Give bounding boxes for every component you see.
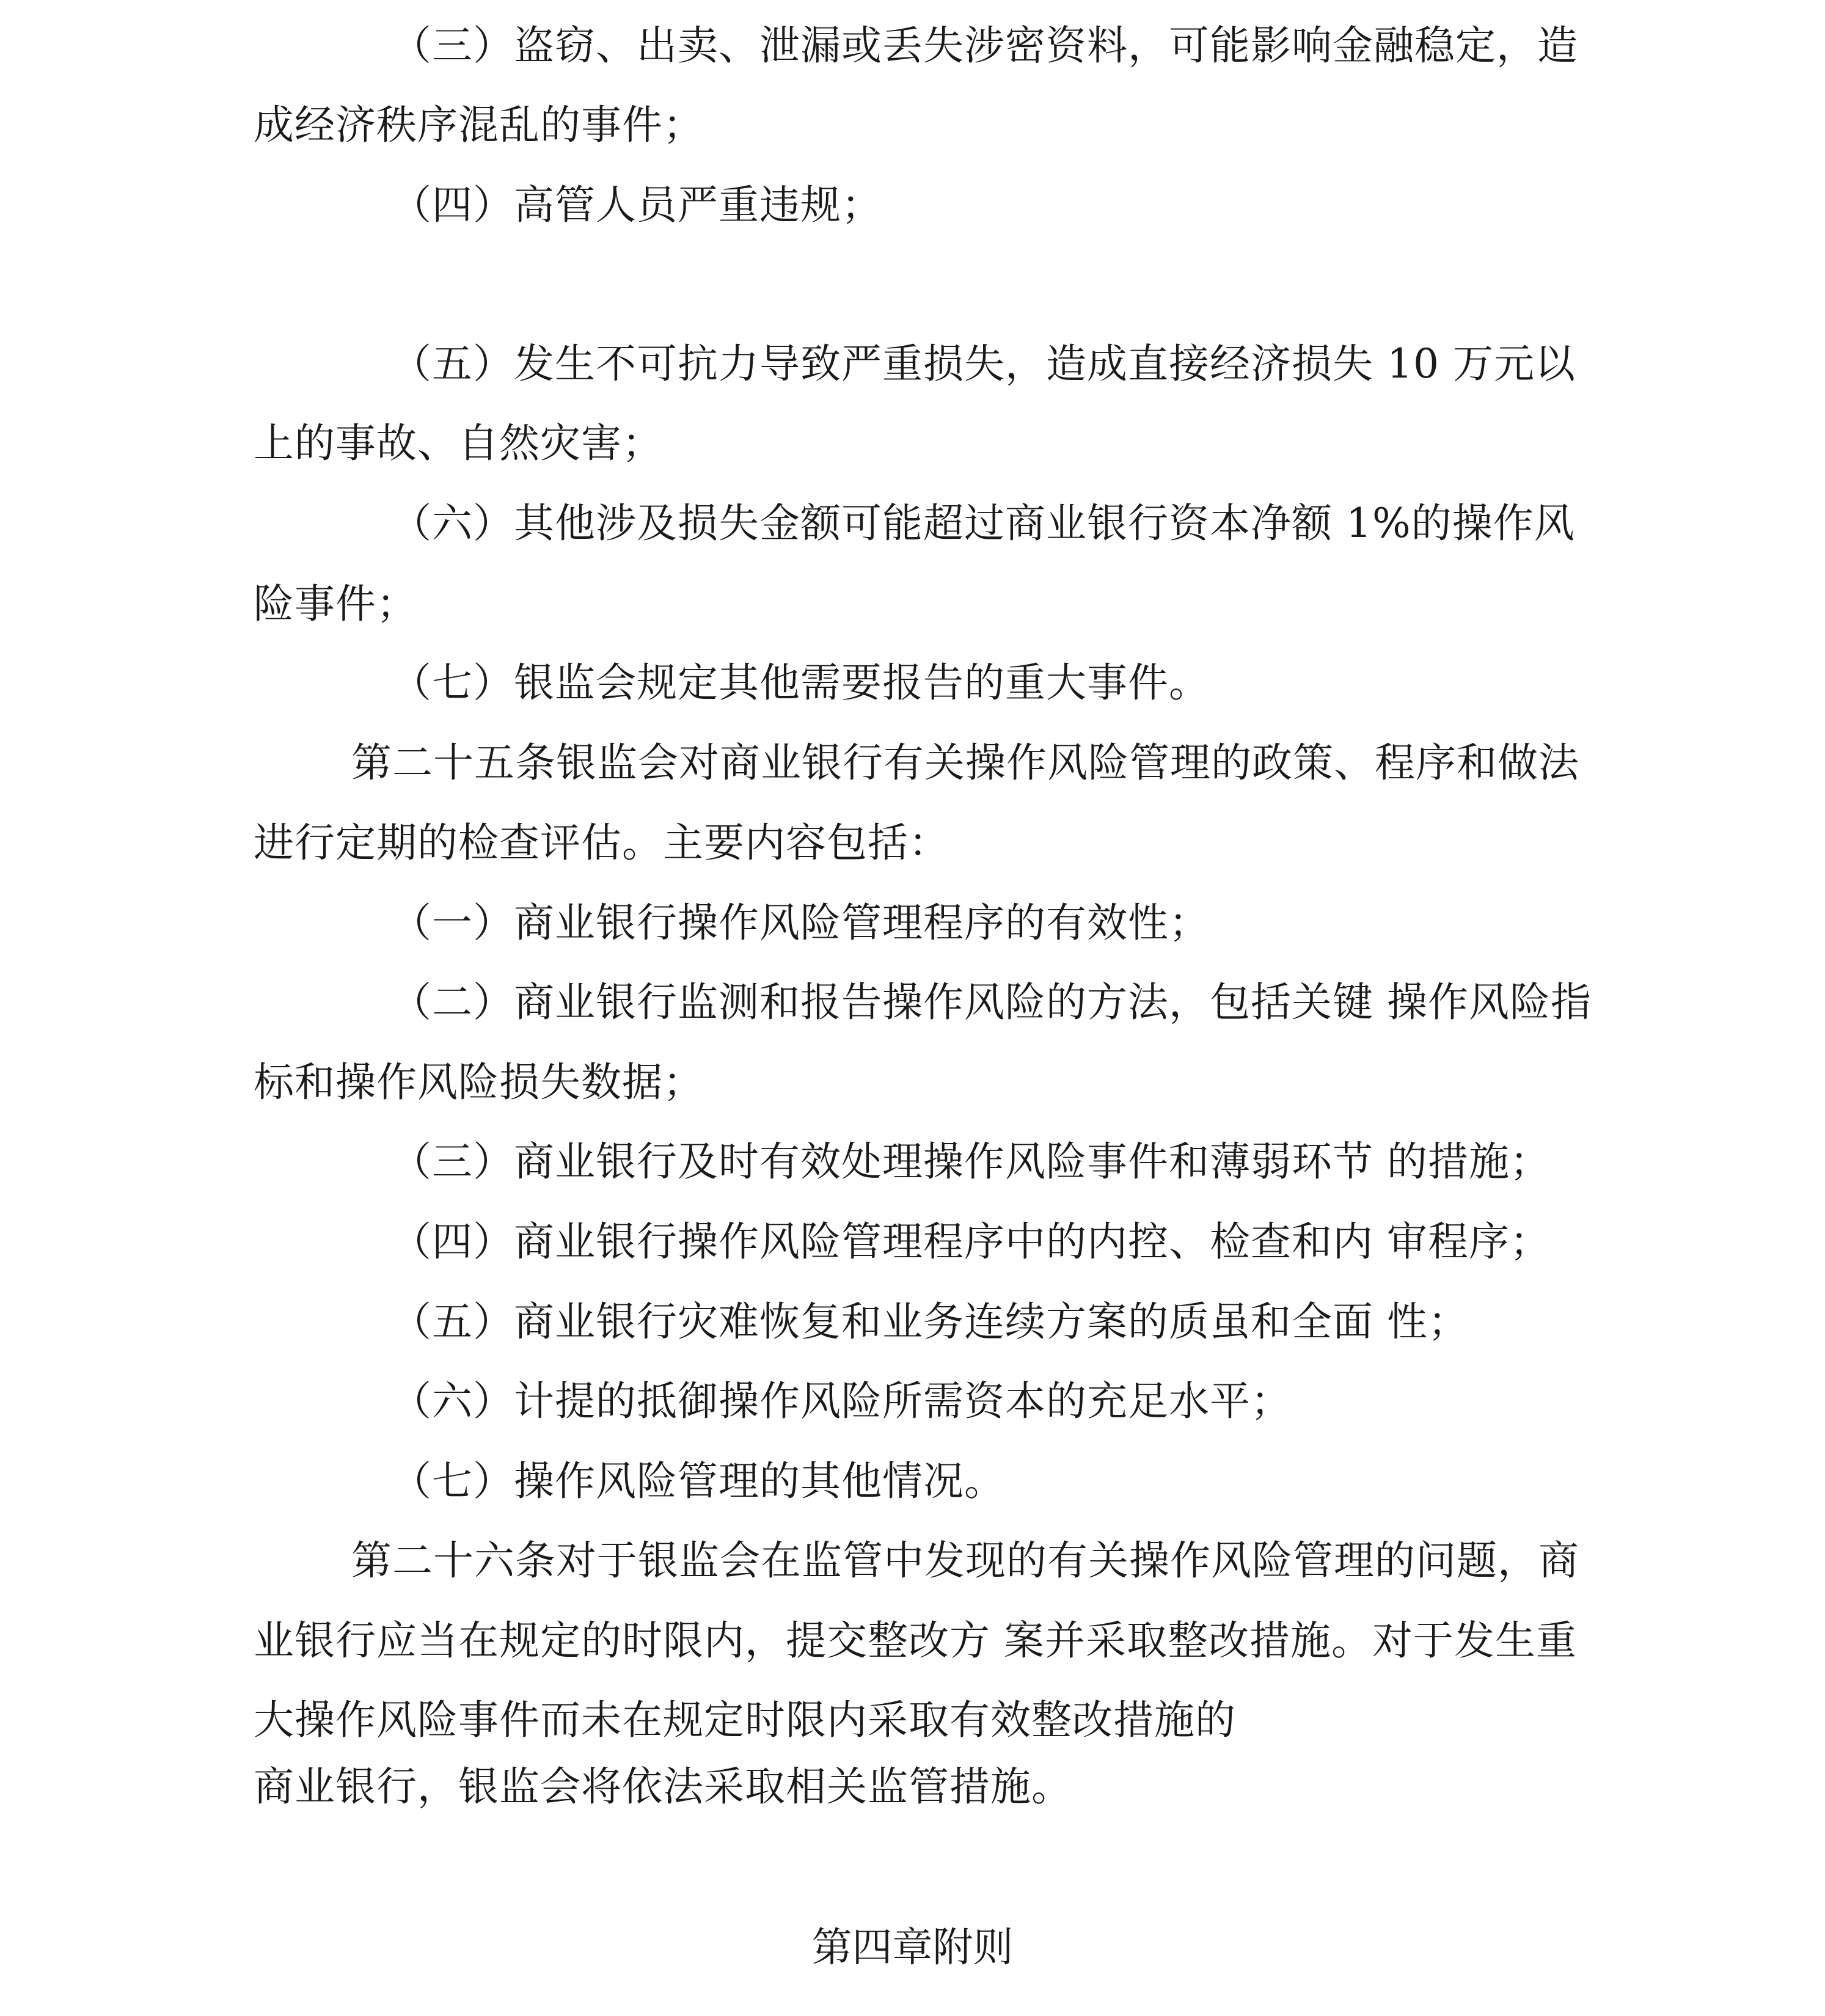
chapter-heading: 第四章附则 bbox=[811, 1924, 1014, 1971]
paragraph-line: 成经济秩序混乱的事件； bbox=[254, 101, 704, 148]
paragraph-line: 第二十五条银监会对商业银行有关操作风险管理的政策、程序和做法 bbox=[351, 739, 1579, 786]
paragraph-line: （四）高管人员严重违规； bbox=[391, 181, 882, 228]
paragraph-line: 险事件； bbox=[254, 580, 417, 627]
paragraph-line: （五）发生不可抗力导致严重损失，造成直接经济损失 10 万元以 bbox=[391, 340, 1576, 387]
paragraph-line: 进行定期的检查评估。主要内容包括： bbox=[254, 819, 949, 866]
paragraph-line: 大操作风险事件而未在规定时限内采取有效整改措施的 bbox=[254, 1696, 1236, 1744]
paragraph-line: （四）商业银行操作风险管理程序中的内控、检查和内 审程序； bbox=[391, 1218, 1551, 1265]
paragraph-line: （三）盗窃、出卖、泄漏或丢失涉密资料，可能影响金融稳定，造 bbox=[391, 22, 1578, 69]
paragraph-line: （三）商业银行及时有效处理操作风险事件和薄弱环节 的措施； bbox=[391, 1138, 1551, 1185]
paragraph-line: 商业银行，银监会将依法采取相关监管措施。 bbox=[254, 1763, 1072, 1810]
paragraph-line: （五）商业银行灾难恢复和业务连续方案的质虽和全面 性； bbox=[391, 1298, 1469, 1345]
paragraph-line: （七）银监会规定其他需要报告的重大事件。 bbox=[391, 659, 1210, 706]
paragraph-line: （一）商业银行操作风险管理程序的有效性； bbox=[391, 899, 1210, 946]
paragraph-line: （六）计提的抵御操作风险所需资本的充足水平； bbox=[391, 1378, 1292, 1425]
paragraph-line: 上的事故、自然灾害； bbox=[254, 420, 663, 467]
paragraph-line: 业银行应当在规定的时限内，提交整改方 案并采取整改措施。对于发生重 bbox=[254, 1617, 1577, 1664]
paragraph-line: （七）操作风险管理的其他情况。 bbox=[391, 1458, 1005, 1505]
paragraph-line: （六）其他涉及损失金额可能超过商业银行资本净额 1%的操作风 bbox=[391, 500, 1575, 547]
paragraph-line: 第二十六条对于银监会在监管中发现的有关操作风险管理的问题，商 bbox=[351, 1537, 1579, 1584]
paragraph-line: （二）商业银行监测和报告操作风险的方法，包括关键 操作风险指 bbox=[391, 979, 1592, 1026]
paragraph-line: 标和操作风险损失数据； bbox=[254, 1059, 704, 1106]
